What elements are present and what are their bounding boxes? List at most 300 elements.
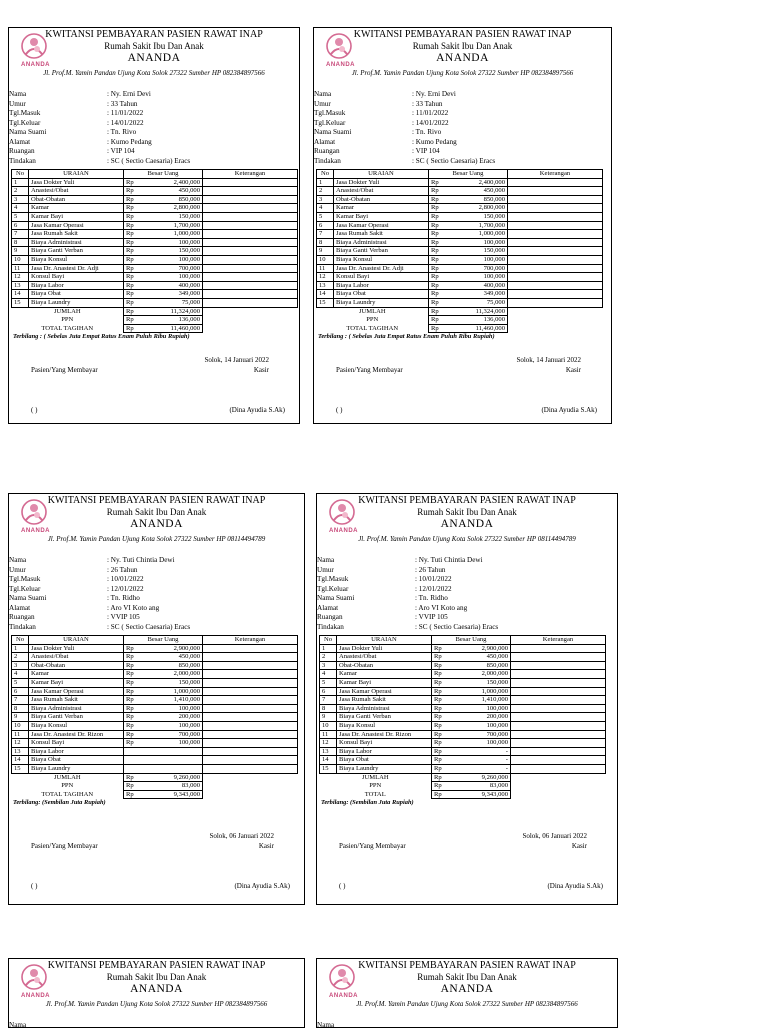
info-value: : Kumo Pedang (107, 137, 152, 146)
item-amount: 150,000 (141, 678, 203, 687)
summary-amount: 11,324,000 (446, 307, 508, 316)
item-currency: Rp (124, 298, 142, 307)
item-currency: Rp (124, 696, 142, 705)
ppn-row (320, 782, 606, 791)
item-amount: 75,000 (446, 298, 508, 307)
item-currency: Rp (432, 696, 450, 705)
item-uraian: Biaya Laundry (334, 298, 429, 307)
item-amount: 2,900,000 (449, 644, 511, 653)
item-keterangan (203, 204, 298, 213)
item-keterangan (511, 756, 606, 765)
table-row (12, 195, 298, 204)
item-uraian: Biaya Obat (29, 290, 124, 299)
item-keterangan (203, 653, 298, 662)
summary-amount: 9,343,000 (141, 790, 203, 799)
summary-currency: Rp (432, 782, 450, 791)
info-value: : 26 Tahun (107, 565, 138, 574)
item-uraian: Obat-Obatan (334, 195, 429, 204)
col-keterangan-header: Keterangan (203, 170, 298, 179)
table-row (12, 230, 298, 239)
items-table (11, 635, 298, 799)
item-amount: 700,000 (141, 264, 203, 273)
info-label: Tgl.Masuk (317, 575, 349, 583)
info-row-alamat (9, 138, 299, 148)
item-uraian: Biaya Konsul (29, 721, 124, 730)
table-row (12, 212, 298, 221)
item-amount: 850,000 (446, 195, 508, 204)
item-keterangan (203, 696, 298, 705)
item-keterangan (511, 670, 606, 679)
item-keterangan (511, 739, 606, 748)
item-uraian: Kamar Bayi (334, 212, 429, 221)
receipt-header (9, 494, 304, 552)
item-amount: 2,400,000 (446, 178, 508, 187)
item-currency: Rp (432, 747, 450, 756)
item-amount: 400,000 (141, 281, 203, 290)
item-uraian: Jasa Rumah Sakit (337, 696, 432, 705)
table-row (12, 756, 298, 765)
item-amount: 1,410,000 (141, 696, 203, 705)
total-row (317, 324, 603, 333)
item-amount: 1,000,000 (446, 230, 508, 239)
item-amount: 200,000 (141, 713, 203, 722)
total-row (320, 790, 606, 799)
item-keterangan (508, 187, 603, 196)
item-keterangan (508, 281, 603, 290)
receipt-header (317, 494, 617, 552)
item-amount: 100,000 (141, 238, 203, 247)
item-keterangan (203, 730, 298, 739)
item-no: 4 (12, 670, 29, 679)
item-no: 14 (12, 290, 29, 299)
summary-label: JUMLAH (53, 307, 81, 315)
hospital-name: ANANDA (130, 983, 183, 995)
hospital-name: ANANDA (440, 518, 494, 530)
item-no: 5 (320, 678, 337, 687)
item-keterangan (511, 764, 606, 773)
item-currency: Rp (124, 739, 142, 748)
info-row-nama-suami (9, 128, 299, 138)
item-currency: Rp (429, 212, 447, 221)
logo-text: ANANDA (21, 62, 50, 68)
item-no: 12 (317, 273, 334, 282)
info-label: Umur (317, 565, 334, 574)
summary-label: TOTAL TAGIHAN (346, 324, 399, 332)
cashier-signature: (Dina Ayudia S.Ak) (234, 882, 290, 890)
item-uraian: Jasa Dokter Yuli (29, 178, 124, 187)
item-no: 4 (317, 204, 334, 213)
item-keterangan (508, 221, 603, 230)
item-amount: 1,000,000 (141, 687, 203, 696)
receipt-date: Solok, 14 Januari 2022 (204, 356, 269, 364)
info-label: Nama Suami (317, 594, 355, 602)
item-uraian: Biaya Ganti Verban (334, 247, 429, 256)
receipt-card (8, 27, 300, 424)
info-label: Tindakan (314, 156, 341, 165)
table-row (12, 221, 298, 230)
item-no: 2 (12, 187, 29, 196)
item-currency: Rp (124, 721, 142, 730)
item-no: 1 (12, 178, 29, 187)
item-amount: 75,000 (141, 298, 203, 307)
info-value: : SC ( Sectio Caesaria) Eracs (412, 156, 496, 165)
payer-label: Pasien/Yang Membayar (336, 366, 403, 374)
item-no: 14 (320, 756, 337, 765)
patient-info (9, 1021, 304, 1031)
item-no: 7 (12, 230, 29, 239)
patient-info (317, 1021, 617, 1031)
table-header-row (320, 636, 606, 645)
item-uraian: Kamar Bayi (29, 212, 124, 221)
item-keterangan (203, 255, 298, 264)
item-uraian: Kamar Bayi (29, 678, 124, 687)
item-keterangan (203, 195, 298, 204)
hospital-address: Jl. Prof.M. Yamin Pandan Ujung Kota Solok 27322 Sumber HP 082384897566 (351, 69, 574, 77)
item-no: 5 (317, 212, 334, 221)
info-label: Nama (9, 90, 27, 98)
info-value: : Ny. Tuti Chintia Dewi (107, 556, 175, 564)
item-keterangan (203, 221, 298, 230)
item-currency: Rp (124, 230, 142, 239)
payer-label: Pasien/Yang Membayar (339, 842, 406, 850)
amount-in-words: Terbilang: (Sembilan Juta Rupiah) (321, 799, 414, 807)
table-row (317, 238, 603, 247)
item-currency (124, 756, 142, 765)
item-currency (124, 764, 142, 773)
item-uraian: Biaya Labor (337, 747, 432, 756)
info-value: : 10/01/2022 (107, 575, 144, 583)
item-uraian: Biaya Administrasi (334, 238, 429, 247)
summary-label: TOTAL TAGIHAN (41, 790, 94, 798)
summary-amount: 11,460,000 (141, 324, 203, 333)
item-no: 8 (12, 238, 29, 247)
logo-text: ANANDA (329, 528, 358, 534)
info-label: Nama Suami (314, 128, 352, 136)
item-keterangan (203, 212, 298, 221)
item-uraian: Obat-Obatan (337, 661, 432, 670)
item-keterangan (508, 238, 603, 247)
info-row-umur (9, 566, 304, 576)
table-row (12, 730, 298, 739)
item-currency: Rp (124, 212, 142, 221)
summary-label: JUMLAH (361, 773, 389, 781)
summary-blank (203, 324, 298, 333)
item-amount: 1,700,000 (446, 221, 508, 230)
item-no: 2 (317, 187, 334, 196)
info-row-alamat (9, 604, 304, 614)
table-row (320, 739, 606, 748)
table-row (320, 756, 606, 765)
item-uraian: Jasa Dr. Anastesi Dr. Rizon (29, 730, 124, 739)
hospital-subtitle: Rumah Sakit Ibu Dan Anak (412, 41, 513, 51)
item-currency: Rp (124, 661, 142, 670)
item-keterangan (511, 678, 606, 687)
item-currency: Rp (124, 255, 142, 264)
summary-amount: 136,000 (141, 316, 203, 325)
payer-signature: ( ) (31, 406, 38, 414)
table-row (317, 195, 603, 204)
item-uraian: Jasa Kamar Operasi (29, 221, 124, 230)
item-currency: Rp (429, 230, 447, 239)
item-currency: Rp (124, 290, 142, 299)
amount-in-words: Terbilang: (Sembilan Juta Rupiah) (13, 799, 106, 807)
item-amount: 100,000 (141, 704, 203, 713)
item-no: 10 (317, 255, 334, 264)
hospital-address: Jl. Prof.M. Yamin Pandan Ujung Kota Solok 27322 Sumber HP 08114494789 (47, 535, 266, 543)
item-keterangan (508, 178, 603, 187)
item-currency: Rp (124, 281, 142, 290)
item-uraian: Biaya Labor (29, 281, 124, 290)
info-row-tindakan (9, 623, 304, 633)
item-uraian: Kamar (29, 204, 124, 213)
item-amount: 150,000 (141, 247, 203, 256)
table-row (317, 290, 603, 299)
info-value: : VIP 104 (412, 147, 440, 155)
item-no: 8 (317, 238, 334, 247)
item-keterangan (511, 696, 606, 705)
item-uraian: Anastesi/Obat (29, 653, 124, 662)
info-label: Nama (314, 90, 332, 98)
item-no: 11 (12, 730, 29, 739)
info-label: Ruangan (9, 147, 35, 155)
item-keterangan (511, 687, 606, 696)
item-no: 13 (320, 747, 337, 756)
item-currency: Rp (429, 204, 447, 213)
table-row (12, 238, 298, 247)
item-no: 13 (12, 281, 29, 290)
summary-currency: Rp (432, 773, 450, 782)
info-value: : Tn. Rivo (107, 128, 137, 136)
cashier-label: Kasir (565, 366, 581, 374)
item-uraian: Jasa Dr. Anastesi Dr. Adji (334, 264, 429, 273)
table-row (317, 298, 603, 307)
item-keterangan (508, 247, 603, 256)
info-label: Tgl.Masuk (9, 575, 41, 583)
info-value: : 12/01/2022 (107, 584, 144, 593)
ppn-row (12, 782, 298, 791)
info-label: Alamat (9, 603, 31, 612)
item-currency: Rp (429, 290, 447, 299)
info-row-ruangan (317, 613, 617, 623)
summary-amount: 9,260,000 (141, 773, 203, 782)
item-currency (124, 747, 142, 756)
col-keterangan-header: Keterangan (508, 170, 603, 179)
item-keterangan (511, 704, 606, 713)
table-row (12, 661, 298, 670)
summary-amount: 83,000 (449, 782, 511, 791)
summary-currency: Rp (429, 324, 447, 333)
info-row-nama (314, 90, 611, 100)
summary-currency: Rp (429, 316, 447, 325)
item-uraian: Kamar Bayi (337, 678, 432, 687)
hospital-subtitle: Rumah Sakit Ibu Dan Anak (417, 507, 517, 517)
item-currency: Rp (432, 764, 450, 773)
logo-text: ANANDA (326, 62, 355, 68)
item-amount: 349,000 (446, 290, 508, 299)
info-label: Tgl.Masuk (9, 109, 41, 117)
info-row-tgl-masuk (9, 575, 304, 585)
info-value: : 11/01/2022 (107, 109, 144, 117)
info-value: : 14/01/2022 (107, 118, 144, 127)
item-no: 1 (320, 644, 337, 653)
table-row (12, 721, 298, 730)
item-currency: Rp (432, 653, 450, 662)
table-row (320, 764, 606, 773)
hospital-name: ANANDA (440, 983, 494, 995)
item-currency: Rp (432, 644, 450, 653)
info-value: : Tn. Rivo (412, 128, 442, 136)
info-value: : Ny. Erni Devi (107, 90, 151, 98)
item-uraian: Konsul Bayi (334, 273, 429, 282)
summary-label: TOTAL (364, 790, 386, 798)
item-amount: 1,000,000 (449, 687, 511, 696)
items-table (316, 169, 603, 333)
info-row-nama-suami (317, 594, 617, 604)
info-row-nama (9, 556, 304, 566)
info-value: : Ny. Erni Devi (412, 90, 456, 98)
item-no: 13 (317, 281, 334, 290)
item-keterangan (203, 238, 298, 247)
info-row-tgl-masuk (317, 575, 617, 585)
table-row (12, 739, 298, 748)
col-no-header: No (317, 170, 334, 179)
item-currency: Rp (429, 195, 447, 204)
summary-label: JUMLAH (53, 773, 81, 781)
item-no: 6 (320, 687, 337, 696)
table-row (12, 281, 298, 290)
item-uraian: Jasa Dokter Yuli (337, 644, 432, 653)
col-no-header: No (12, 170, 29, 179)
table-row (317, 204, 603, 213)
item-no: 7 (320, 696, 337, 705)
payer-label: Pasien/Yang Membayar (31, 842, 98, 850)
info-row-tgl-keluar (9, 119, 299, 129)
item-uraian: Biaya Labor (334, 281, 429, 290)
item-uraian: Kamar (334, 204, 429, 213)
item-keterangan (203, 747, 298, 756)
table-row (320, 653, 606, 662)
summary-currency: Rp (124, 324, 142, 333)
item-uraian: Jasa Dr. Anastesi Dr. Rizon (337, 730, 432, 739)
item-uraian: Biaya Administrasi (29, 238, 124, 247)
total-row (12, 324, 298, 333)
item-currency: Rp (432, 678, 450, 687)
col-keterangan-header: Keterangan (203, 636, 298, 645)
item-uraian: Biaya Ganti Verban (29, 247, 124, 256)
info-label: Ruangan (9, 613, 35, 621)
table-header-row (12, 170, 298, 179)
info-row-alamat (317, 604, 617, 614)
item-no: 14 (317, 290, 334, 299)
item-currency: Rp (429, 247, 447, 256)
hospital-subtitle: Rumah Sakit Ibu Dan Anak (106, 972, 207, 982)
table-row (317, 264, 603, 273)
item-uraian: Biaya Administrasi (29, 704, 124, 713)
item-uraian: Konsul Bayi (337, 739, 432, 748)
info-row-nama (317, 556, 617, 566)
info-value: : 33 Tahun (107, 99, 138, 108)
item-currency: Rp (429, 264, 447, 273)
logo-text: ANANDA (21, 993, 50, 999)
item-amount: 2,400,000 (141, 178, 203, 187)
info-value: : Tn. Ridho (415, 594, 448, 602)
info-value: : 11/01/2022 (412, 109, 449, 117)
info-label: Ruangan (317, 613, 343, 621)
item-amount: 2,000,000 (449, 670, 511, 679)
receipt-header (9, 959, 304, 1017)
item-no: 15 (12, 764, 29, 773)
summary-label: PPN (61, 782, 74, 790)
item-amount: - (449, 764, 511, 773)
receipt-card (8, 958, 305, 1028)
col-besar-header: Besar Uang (432, 636, 511, 645)
info-row-alamat (314, 138, 611, 148)
item-keterangan (203, 187, 298, 196)
item-no: 5 (12, 212, 29, 221)
item-no: 9 (12, 247, 29, 256)
item-uraian: Kamar (337, 670, 432, 679)
summary-currency: Rp (432, 790, 450, 799)
item-no: 15 (12, 298, 29, 307)
table-row (12, 290, 298, 299)
item-amount: 2,800,000 (141, 204, 203, 213)
item-amount: - (449, 756, 511, 765)
table-row (320, 644, 606, 653)
logo-text: ANANDA (21, 528, 50, 534)
col-uraian-header: URAIAN (337, 636, 432, 645)
item-keterangan (203, 230, 298, 239)
info-value: : 10/01/2022 (415, 575, 452, 583)
table-row (12, 687, 298, 696)
item-no: 3 (317, 195, 334, 204)
receipt-title: KWITANSI PEMBAYARAN PASIEN RAWAT INAP (358, 495, 576, 506)
col-no-header: No (12, 636, 29, 645)
item-keterangan (511, 747, 606, 756)
item-uraian: Obat-Obatan (29, 195, 124, 204)
summary-blank (203, 307, 298, 316)
info-label: Nama Suami (9, 128, 47, 136)
info-label: Alamat (9, 137, 31, 146)
ppn-row (317, 316, 603, 325)
summary-blank (508, 324, 603, 333)
info-row-umur (314, 100, 611, 110)
items-table (319, 635, 606, 799)
item-no: 11 (320, 730, 337, 739)
item-keterangan (508, 230, 603, 239)
item-no: 1 (12, 644, 29, 653)
item-uraian: Jasa Rumah Sakit (334, 230, 429, 239)
table-row (12, 273, 298, 282)
patient-info (9, 556, 304, 632)
item-no: 11 (12, 264, 29, 273)
hospital-subtitle: Rumah Sakit Ibu Dan Anak (417, 972, 517, 982)
item-no: 1 (317, 178, 334, 187)
item-no: 10 (12, 721, 29, 730)
item-currency: Rp (124, 195, 142, 204)
item-amount: 100,000 (449, 721, 511, 730)
item-uraian: Biaya Laundry (29, 764, 124, 773)
table-row (12, 264, 298, 273)
item-keterangan (203, 661, 298, 670)
item-keterangan (203, 764, 298, 773)
item-no: 6 (12, 687, 29, 696)
item-amount: 150,000 (446, 212, 508, 221)
info-value: : VIP 104 (107, 147, 135, 155)
item-currency: Rp (124, 678, 142, 687)
summary-blank (508, 307, 603, 316)
summary-label: TOTAL TAGIHAN (41, 324, 94, 332)
item-no: 12 (12, 739, 29, 748)
